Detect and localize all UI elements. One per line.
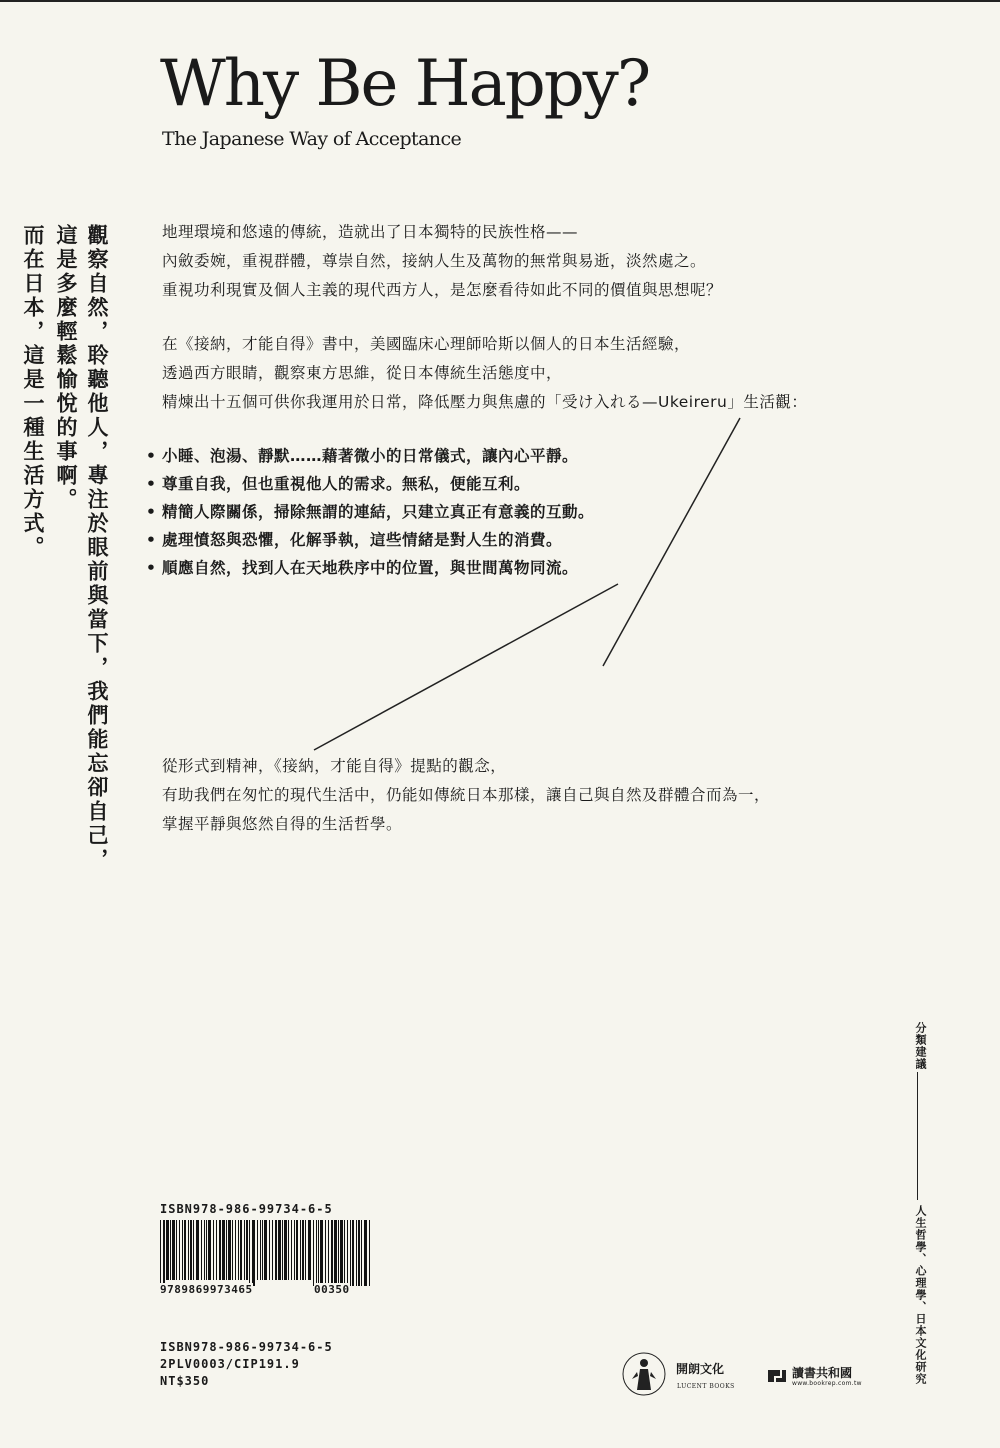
intro-line: 地理環境和悠遠的傳統，造就出了日本獨特的民族性格—— [162,223,579,241]
barcode-bar [331,1220,333,1286]
book-line: 精煉出十五個可供你我運用於日常，降低壓力與焦慮的「受け入れる—Ukeireru」生活觀： [162,393,808,411]
barcode-bar [219,1220,221,1280]
barcode-bar [206,1220,207,1280]
barcode-bar [260,1220,261,1280]
barcode-bar [172,1220,175,1280]
book-line: 在《接納，才能自得》書中，美國臨床心理師哈斯以個人的日本生活經驗， [162,335,691,353]
barcode-bar [269,1220,270,1280]
barcode-bar [282,1220,283,1280]
info-cip: 2PLV0003/CIP191.9 [160,1357,300,1371]
vertical-text-3: 而在日本，這是一種生活方式。 [21,224,45,560]
barcode-bar [296,1220,298,1280]
book-subtitle: The Japanese Way of Acceptance [162,128,462,150]
barcode-digits: 9789869973465 [160,1283,253,1296]
barcode-bar [340,1220,343,1286]
barcode-bar [334,1220,337,1286]
barcode-bar [238,1220,239,1280]
barcode-isbn: ISBN978-986-99734-6-5 [160,1202,333,1216]
intro-line: 重視功利現實及個人主義的現代西方人，是怎麼看待如此不同的價值與思想呢？ [162,281,723,299]
barcode-bar [328,1220,329,1286]
barcode-bar [222,1220,225,1280]
barcode-bar [284,1220,287,1280]
barcode-bar [316,1220,317,1286]
barcode-bar [356,1220,357,1286]
barcode-bar [176,1220,177,1280]
barcode-bar [278,1220,281,1280]
barcode-bar [188,1220,189,1280]
barcode-bar [244,1220,245,1280]
closing-paragraph [162,752,770,839]
barcode-bar [201,1220,202,1280]
barcode-bar [213,1220,214,1280]
bullet-item: • 精簡人際關係，掃除無謂的連結，只建立真正有意義的互動。 [146,498,594,526]
info-price: NT$350 [160,1374,210,1388]
barcode-bar [364,1220,367,1286]
barcode-price-code: 00350 [314,1283,350,1296]
barcode-bar [166,1220,169,1280]
book-info [160,1339,333,1390]
barcode-bar [228,1220,231,1280]
barcode-bar [264,1220,267,1280]
barcode-bar [294,1220,295,1280]
book-line: 透過西方眼睛，觀察東方思維，從日本傳統生活態度中， [162,364,563,382]
category-value: 人生哲學、心理學、日本文化研究 [914,1205,927,1385]
book-title: Why Be Happy? [160,47,650,121]
barcode-bar [320,1220,323,1286]
barcode-bar [300,1220,301,1280]
publisher-logo-icon [622,1352,666,1396]
closing-line: 掌握平靜與悠然自得的生活哲學。 [162,815,403,833]
barcode-bar [232,1220,233,1280]
barcode-bar [170,1220,171,1280]
barcode-bar [308,1220,311,1280]
bullet-item: • 尊重自我，但也重視他人的需求。無私，便能互利。 [146,470,594,498]
barcode-bar [252,1220,255,1286]
barcode-bar [369,1220,370,1286]
barcode-bar [160,1220,161,1286]
barcode-bar [352,1220,354,1286]
barcode-bar [163,1220,165,1286]
barcode-bar [347,1220,348,1286]
closing-line: 從形式到精神，《接納，才能自得》提點的觀念， [162,757,507,775]
barcode [160,1220,372,1286]
barcode-bar [313,1220,314,1286]
vertical-text-2: 這是多麼輕鬆愉悅的事啊。 [54,224,78,512]
barcode-bar [190,1220,192,1280]
barcode-bar [291,1220,292,1280]
barcode-bar [262,1220,263,1280]
barcode-bar [226,1220,227,1280]
barcode-bar [193,1220,194,1280]
barcode-bar [350,1220,351,1286]
barcode-bar [358,1220,360,1286]
barcode-bar [246,1220,248,1280]
barcode-bar [208,1220,211,1280]
diagonal-line-2 [314,584,618,750]
barcode-bar [361,1220,362,1286]
barcode-bar [288,1220,289,1280]
barcode-bar [216,1220,217,1280]
bookrep-logo-icon [766,1368,788,1384]
barcode-bar [204,1220,205,1280]
publisher-english-name: LUCENT BOOKS [677,1383,735,1390]
barcode-bar [184,1220,186,1280]
barcode-bar [272,1220,273,1280]
bullet-item: • 順應自然，找到人在天地秩序中的位置，與世間萬物同流。 [146,554,594,582]
barcode-bar [275,1220,277,1280]
vertical-text-1: 觀察自然，聆聽他人，專注於眼前與當下，我們能忘卻自己， [85,224,109,872]
bullet-item: • 小睡、泡湯、靜默……藉著微小的日常儀式，讓內心平靜。 [146,442,594,470]
publisher-name: 開朗文化 [676,1362,725,1376]
barcode-bar [235,1220,236,1280]
barcode-bar [179,1220,180,1280]
bullet-item: • 處理憤怒與恐懼，化解爭執，這些情緒是對人生的消費。 [146,526,594,554]
distributor-name: 讀書共和國 [792,1366,853,1380]
info-isbn: ISBN978-986-99734-6-5 [160,1340,333,1354]
barcode-bar [338,1220,339,1286]
barcode-bar [344,1220,345,1286]
barcode-bar [257,1220,258,1280]
barcode-bar [249,1220,250,1286]
barcode-bar [318,1220,319,1286]
distributor-url: www.bookrep.com.tw [792,1380,862,1387]
intro-line: 內斂委婉，重視群體，尊崇自然，接納人生及萬物的無常與易逝，淡然處之。 [162,252,707,270]
barcode-bar [196,1220,199,1280]
barcode-bar [325,1220,326,1286]
barcode-bar [302,1220,304,1280]
category-divider [917,1072,918,1200]
barcode-bar [240,1220,242,1280]
barcode-bar [305,1220,306,1280]
category-label: 分類建議 [914,1022,927,1070]
closing-line: 有助我們在匆忙的現代生活中，仍能如傳統日本那樣，讓自己與自然及群體合而為一， [162,786,771,804]
diagonal-line-1 [603,418,740,666]
barcode-bar [182,1220,183,1280]
